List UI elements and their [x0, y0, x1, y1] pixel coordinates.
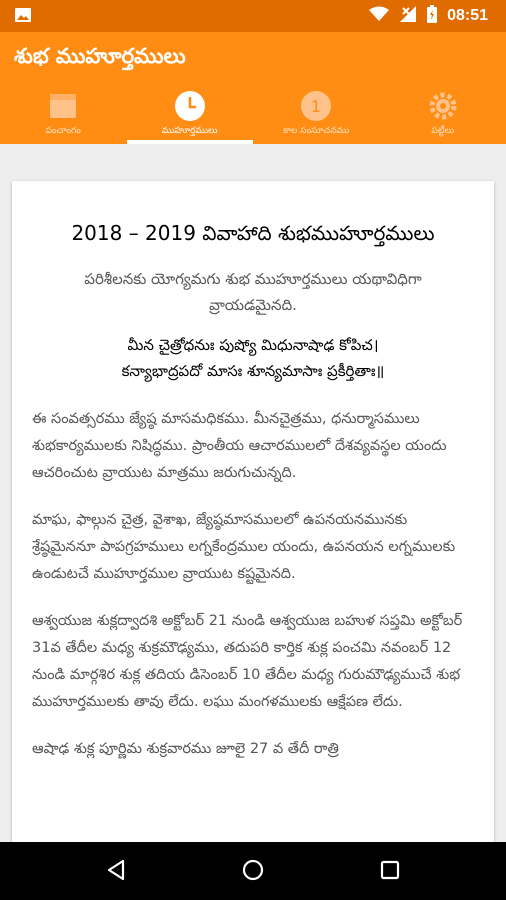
content-paragraph: ఈ సంవత్సరము జ్యేష్ఠ మాసమధికము. మీనచైత్రము, ధనుర్మాసములు శుభకార్యములకు నిషిద్ధము. ప్రాంతీయ ఆచారములలో దేశవ్యవస్థల యందు ఆచరించుట వ్రాయుట మాత్రము జరుగుచున్నది.: [32, 411, 447, 481]
sun-icon: [300, 90, 332, 126]
tab-label: కాల సంసూచనము: [283, 126, 350, 136]
gallery-notification-icon: [14, 7, 32, 27]
tab-pattilu[interactable]: [380, 84, 506, 144]
calendar-icon: [48, 90, 78, 124]
content-paragraph: మాఘ, ఫాల్గున చైత్ర, వైశాఖ, జ్యేష్ఠమాసములలో ఉపనయనమునకు శ్రేష్ఠమైననూ పాపగ్రహములు లగ్నకేంద్రముల యందు, ఉపనయన లగ్నములకు ఉండుటచే ముహూర్తముల వ్రాయుట కష్టమైనది.: [32, 512, 456, 582]
content-title: 2018 – 2019 వివాహాది శుభముహూర్తములు: [71, 221, 435, 245]
content-paragraph: ఆశ్వయుజ శుక్లద్వాదశి అక్టోబర్ 21 నుండి ఆశ్వయుజ బహుళ సప్తమి అక్టోబర్ 31వ తేదీల మధ్య శుక్రమౌఢ్యము, తదుపరి కార్తిక శుక్ల పంచమి నవంబర్ 12 నుండి మార్గశిర శుక్ల తదియ డిసెంబర్ 10 తేదీల మధ్య గురుమౌఢ్యముచే శుభ ముహూర్తములకు తావు లేదు. లఘు మంగళములకు ఆక్షేపణ లేదు.: [32, 613, 463, 710]
home-icon[interactable]: [239, 856, 267, 888]
tab-label: పంచాంగం: [45, 126, 81, 136]
navigation-bar: [0, 842, 506, 900]
content-paragraph: ఆషాఢ శుక్ల పూర్ణిమ శుక్రవారము జూలై 27 వ తేదీ రాత్రి: [32, 741, 339, 757]
tab-kala-samsuchanamu[interactable]: [253, 84, 380, 144]
content-card: [12, 181, 494, 881]
status-bar: [0, 0, 506, 32]
content-subtitle: పరిశీలనకు యోగ్యమగు శుభ ముహూర్తములు యథావిధిగా వ్రాయడమైనది.: [84, 270, 422, 314]
back-icon[interactable]: [103, 856, 131, 888]
page-title: శుభ ముహూర్తములు: [14, 44, 186, 68]
tab-muhurtamulu[interactable]: [127, 84, 254, 144]
sanskrit-verse: [32, 332, 474, 384]
wifi-icon: [369, 6, 389, 26]
svg-text:1: 1: [311, 97, 322, 116]
status-time: 08:51: [447, 7, 488, 24]
app-bar: [0, 32, 506, 144]
tab-panchangam[interactable]: [0, 84, 127, 144]
verse-line: కన్యాభాద్రపదో మాసః శూన్యమాసాః ప్రకీర్తితాః॥: [121, 362, 385, 380]
clock-icon: [174, 90, 206, 126]
verse-line: మీన చైత్రోధనుః పుష్యో మిధునాషాఢ కోపిచ।: [127, 336, 379, 354]
tab-label: ముహూర్తములు: [161, 126, 218, 136]
tab-bar: [0, 84, 506, 144]
tab-label: పట్టీలు: [431, 126, 455, 136]
signal-icon: [399, 5, 417, 27]
gear-icon: [427, 90, 459, 126]
battery-icon: [427, 5, 437, 27]
recents-icon[interactable]: [376, 856, 404, 888]
